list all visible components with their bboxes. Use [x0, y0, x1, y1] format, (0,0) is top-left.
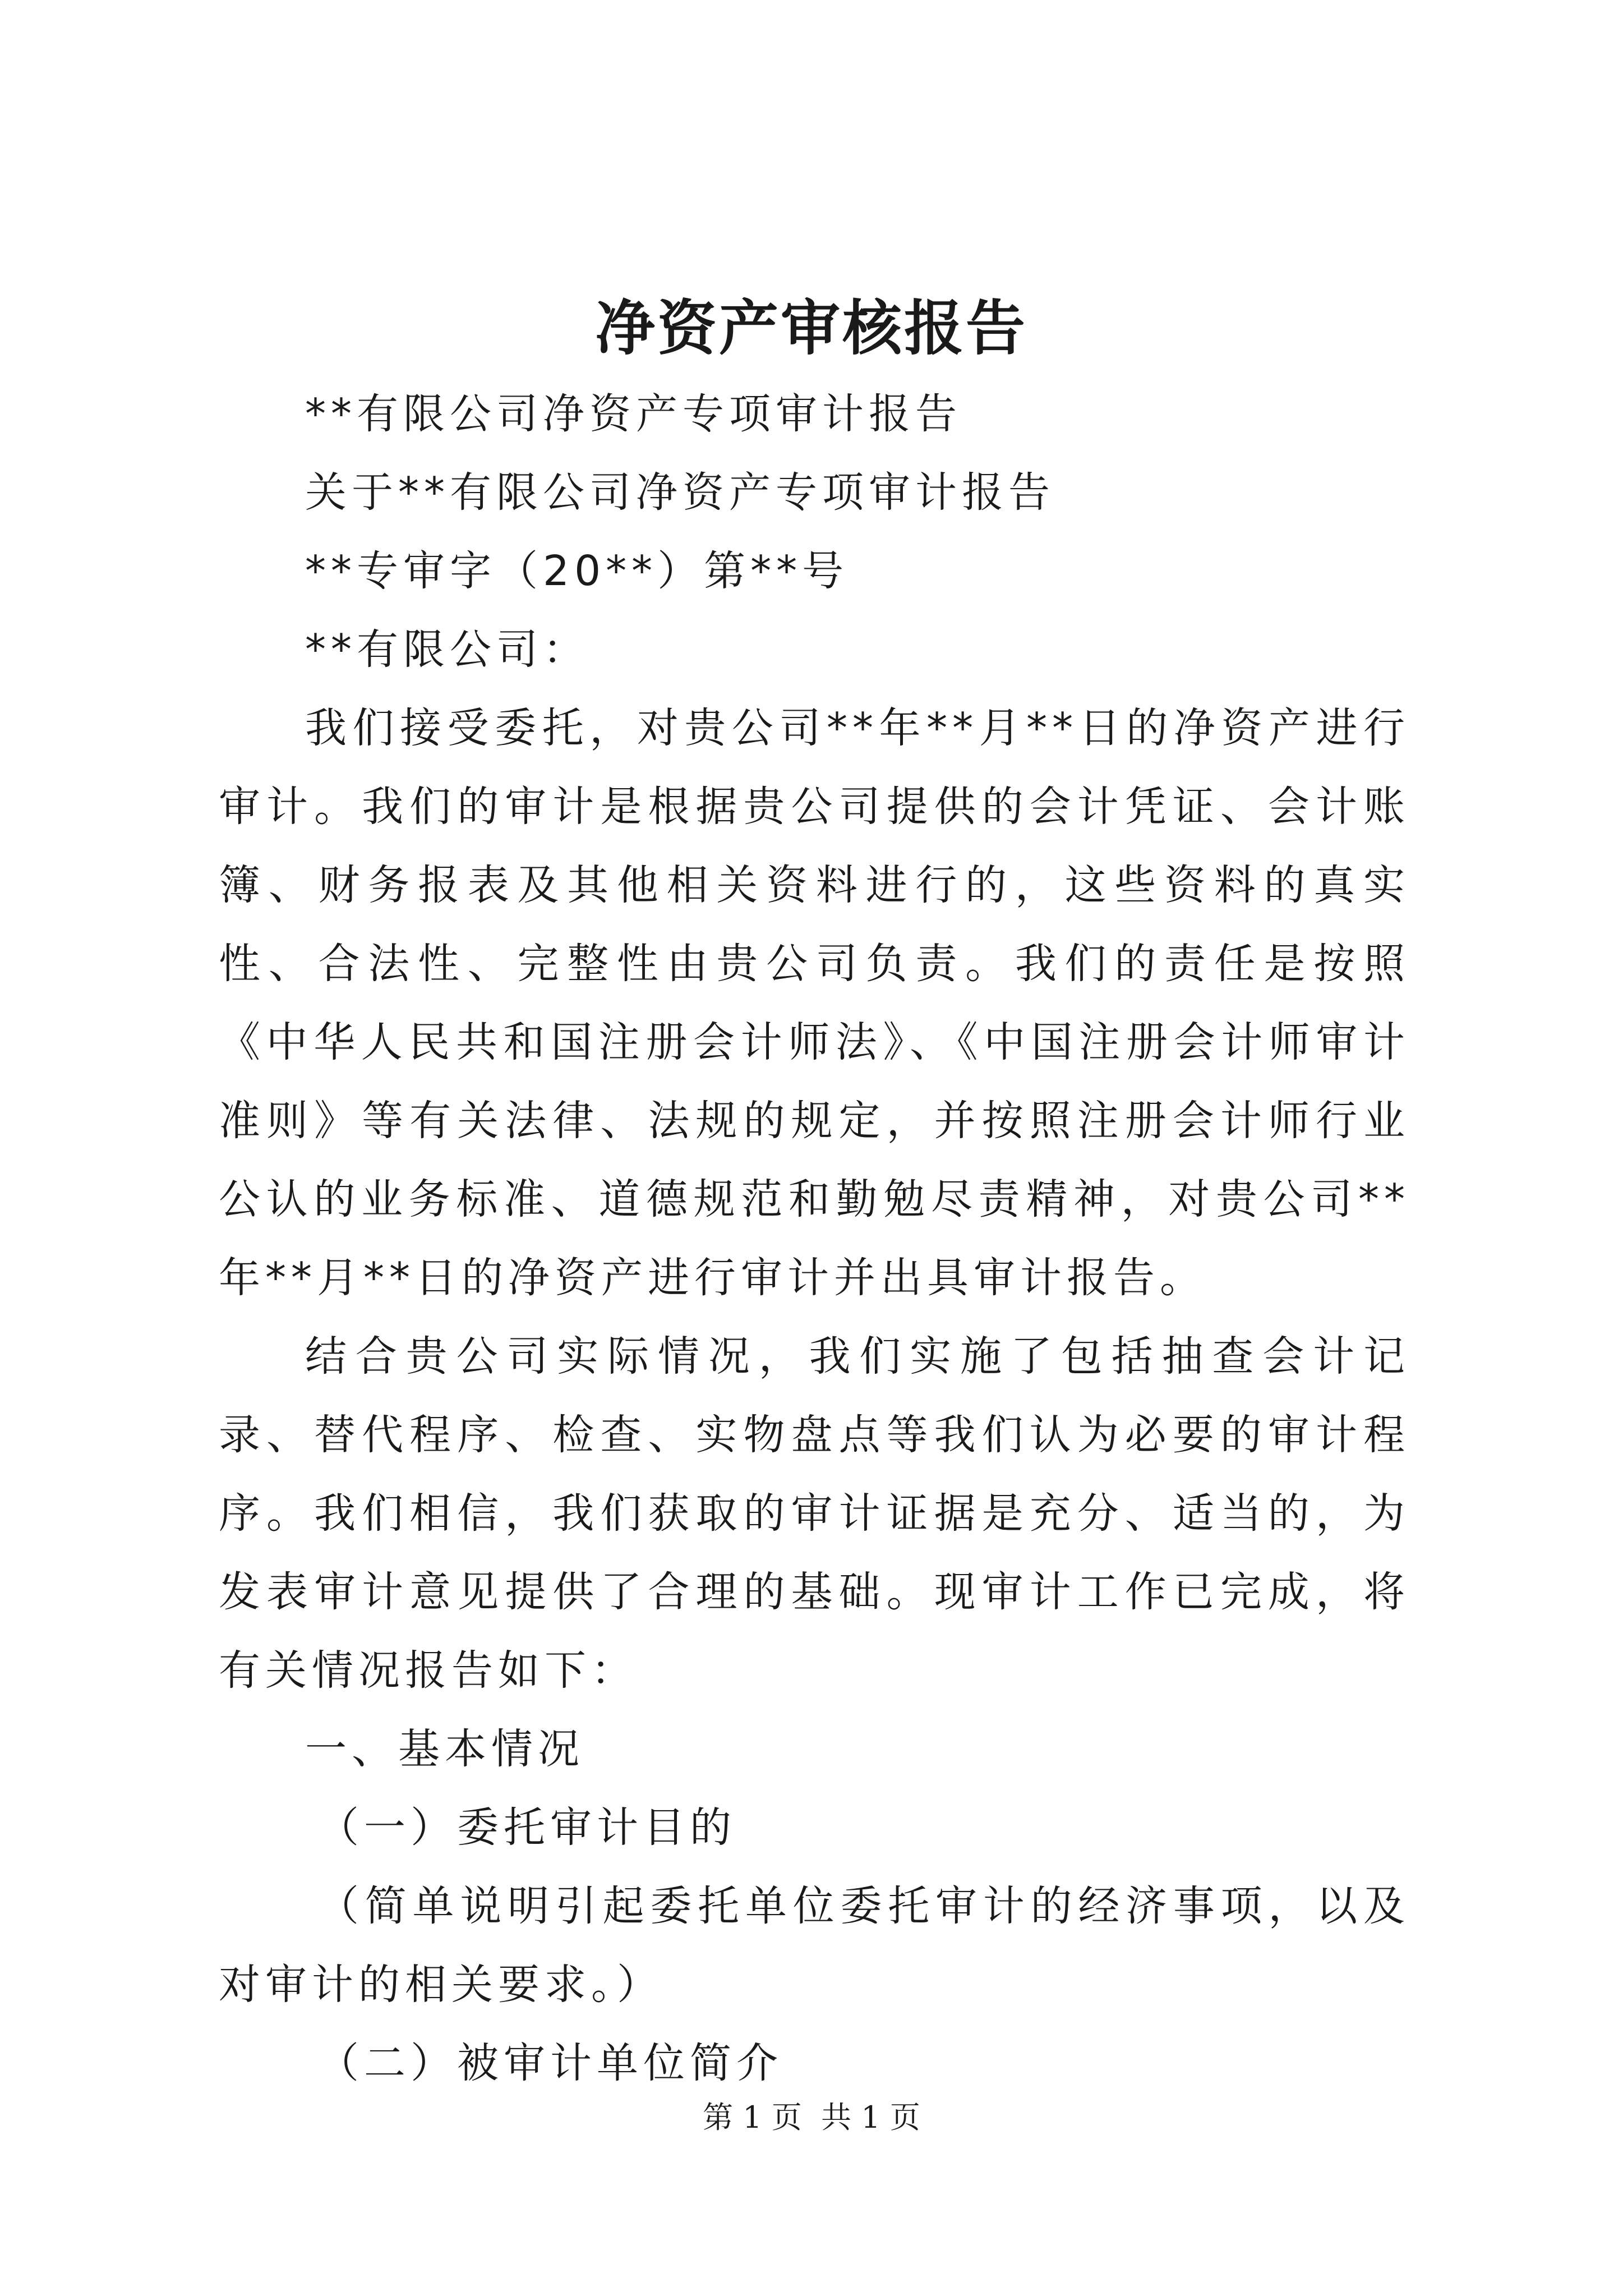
subsection-heading-entity-profile: （二）被审计单位简介	[317, 2039, 783, 2087]
paragraph-engagement: 我们接受委托，对贵公司**年**月**日的净资产进行审计。我们的审计是根据贵公司提供的会计凭证、会计账簿、财务报表及其他相关资料进行的，这些资料的真实性、合法性、完整性由贵公司负责。我们的责任是按照《中华人民共和国注册会计师法》、《中国注册会计师审计准则》等有关法律、法规的规定，并按照注册会计师行业公认的业务标准、道德规范和勤勉尽责精神，对贵公司**年**月**日的净资产进行审计并出具审计报告。	[219, 704, 1410, 1302]
page-footer	[0, 2098, 1623, 2137]
document-body	[219, 375, 1410, 2102]
paragraph-addressee: **有限公司：	[305, 625, 589, 674]
paragraph-report-name: **有限公司净资产专项审计报告	[305, 390, 962, 438]
paragraph-report-number: **专审字（20**）第**号	[305, 547, 849, 595]
page-number: 第 1 页 共 1 页	[703, 2100, 920, 2135]
subsection-heading-audit-purpose: （一）委托审计目的	[317, 1803, 736, 1852]
paragraph-purpose-note: （简单说明引起委托单位委托审计的经济事项，以及对审计的相关要求。）	[219, 1882, 1410, 2009]
section-heading-basic-info: 一、基本情况	[305, 1725, 584, 1773]
paragraph-report-subject: 关于**有限公司净资产专项审计报告	[305, 468, 1055, 517]
document-title: 净资产审核报告	[596, 293, 1027, 363]
paragraph-procedures: 结合贵公司实际情况，我们实施了包括抽查会计记录、替代程序、检查、实物盘点等我们认为必要的审计程序。我们相信，我们获取的审计证据是充分、适当的，为发表审计意见提供了合理的基础。现审计工作已完成，将有关情况报告如下：	[219, 1332, 1410, 1695]
